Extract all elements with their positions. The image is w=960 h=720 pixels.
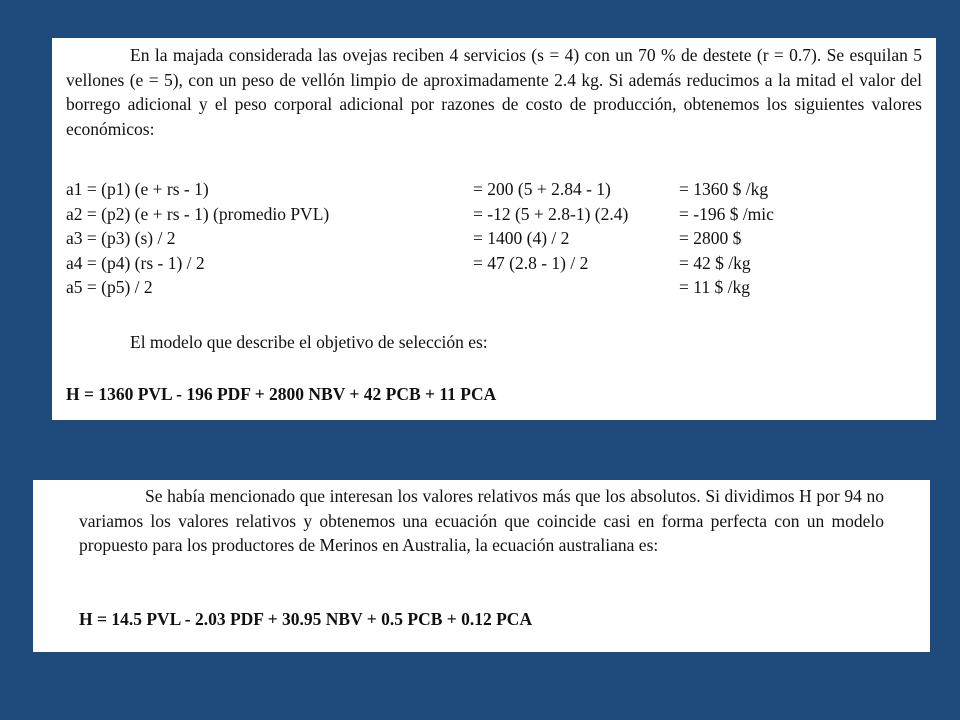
equation-result: = 42 $ /kg [679, 252, 751, 273]
model-intro-text: El modelo que describe el objetivo de selección es: [130, 332, 488, 352]
selection-objective-equation: H = 1360 PVL - 196 PDF + 2800 NBV + 42 PCB + 11 PCA [66, 384, 497, 404]
relative-values-paragraph [79, 484, 884, 558]
equation-calc: = 47 (2.8 - 1) / 2 [473, 252, 589, 273]
equation-calc: = 200 (5 + 2.84 - 1) [473, 179, 611, 199]
equation-result: = -196 $ /mic [679, 203, 774, 224]
equation-lhs: a2 = (p2) (e + rs - 1) (promedio PVL) [66, 203, 330, 224]
equation-lhs: a1 = (p1) (e + rs - 1) [66, 179, 209, 199]
document-panel-top [52, 38, 936, 420]
equation-result: = 2800 $ [679, 228, 742, 248]
intro-paragraph [66, 43, 922, 141]
equation-calc: = 1400 (4) / 2 [473, 228, 570, 248]
australian-equation: H = 14.5 PVL - 2.03 PDF + 30.95 NBV + 0.5 PCB + 0.12 PCA [79, 609, 533, 629]
equation-result: = 11 $ /kg [679, 277, 750, 297]
equation-lhs: a5 = (p5) / 2 [66, 277, 153, 297]
equation-lhs: a3 = (p3) (s) / 2 [66, 228, 176, 248]
equation-result: = 1360 $ /kg [679, 179, 769, 199]
document-panel-bottom [33, 480, 930, 652]
intro-paragraph-text: En la majada considerada las ovejas reciben 4 servicios (s = 4) con un 70 % de destete (r = 0.7). Se esquilan 5 vellones (e = 5), con un peso de vellón limpio de aproximadamente 2.4 kg. Si además reducimos a la mitad el valor del borrego adicional y el peso corporal adicional por razones de costo de producción, obtenemos los siguientes valores económicos: [66, 45, 922, 139]
equation-calc: = -12 (5 + 2.8-1) (2.4) [473, 203, 629, 224]
equation-lhs: a4 = (p4) (rs - 1) / 2 [66, 252, 205, 273]
relative-values-paragraph-text: Se había mencionado que interesan los valores relativos más que los absolutos. Si dividimos H por 94 no variamos los valores relativos y obtenemos una ecuación que coincide casi en forma perfecta con un modelo propuesto para los productores de Merinos en Australia, la ecuación australiana es: [79, 486, 884, 555]
